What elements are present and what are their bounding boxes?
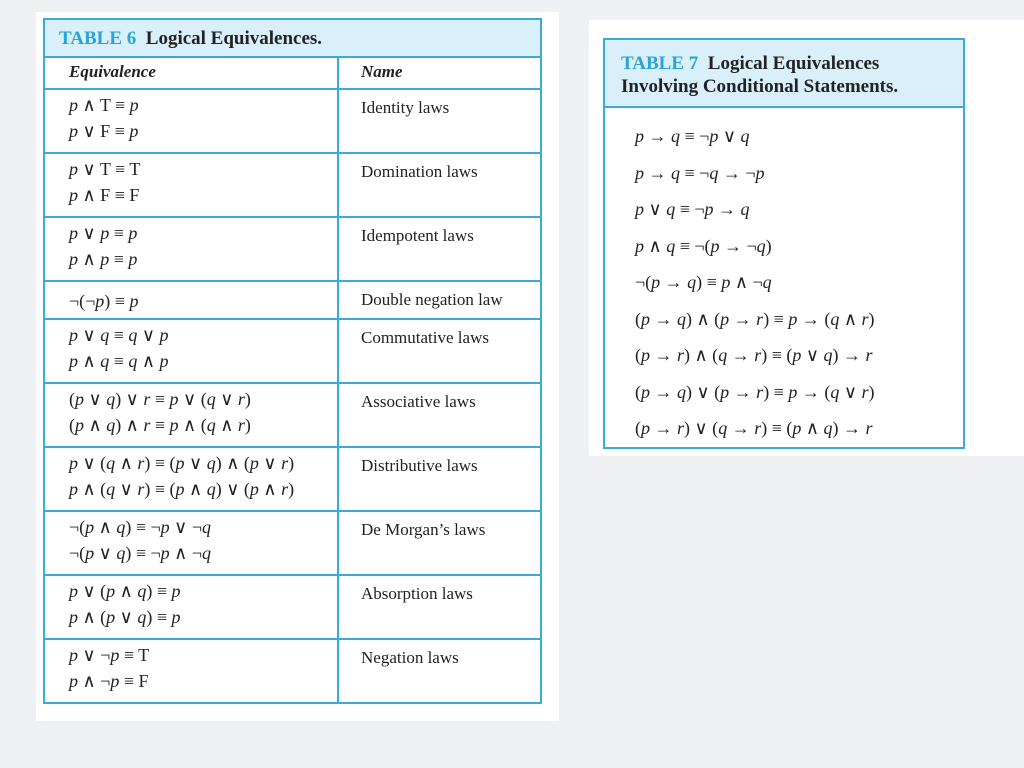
- equivalence-cell: [44, 319, 338, 383]
- equivalence-formula: p ∨ ¬p ≡ T: [69, 645, 150, 665]
- law-name-cell: Idempotent laws: [338, 217, 541, 281]
- equivalence-formula: p ∧ q ≡ q ∧ p: [69, 351, 169, 371]
- table-7-equivalence-list: [604, 107, 964, 448]
- equivalence-cell: [44, 217, 338, 281]
- conditional-equivalence: (p → q) ∨ (p → r) ≡ p → (q ∨ r): [635, 381, 875, 402]
- equivalence-formula: p ∨ (p ∧ q) ≡ p: [69, 581, 181, 601]
- conditional-equivalence: p → q ≡ ¬p ∨ q: [635, 126, 750, 146]
- law-name-cell: Double negation law: [338, 281, 541, 319]
- equivalence-formula: p ∧ T ≡ p: [69, 95, 139, 115]
- law-name-cell: Commutative laws: [338, 319, 541, 383]
- equivalence-formula: ¬(¬p) ≡ p: [69, 291, 139, 311]
- law-name-cell: Identity laws: [338, 89, 541, 153]
- table-6-caption: [44, 19, 541, 57]
- table-7-number: TABLE 7: [621, 53, 699, 74]
- table-7-page: [589, 20, 1024, 456]
- equivalence-formula: p ∨ p ≡ p: [69, 223, 138, 243]
- table-row: [44, 447, 541, 511]
- table-row: [44, 575, 541, 639]
- equivalence-formula: ¬(p ∨ q) ≡ ¬p ∧ ¬q: [69, 543, 211, 563]
- table-row: [44, 639, 541, 703]
- table-6: [43, 18, 542, 704]
- table-6-number: TABLE 6: [59, 28, 137, 49]
- table-7-title-line-2: Involving Conditional Statements.: [621, 76, 899, 97]
- law-name-cell: Associative laws: [338, 383, 541, 447]
- table-row: [44, 281, 541, 319]
- law-name-cell: Negation laws: [338, 639, 541, 703]
- table-row: [44, 383, 541, 447]
- conditional-equivalence: (p → q) ∧ (p → r) ≡ p → (q ∧ r): [635, 308, 875, 329]
- law-name-cell: Domination laws: [338, 153, 541, 217]
- equivalence-cell: [44, 281, 338, 319]
- equivalence-cell: [44, 447, 338, 511]
- equivalence-formula: p ∧ (p ∨ q) ≡ p: [69, 607, 181, 627]
- equivalence-formula: p ∧ (q ∨ r) ≡ (p ∧ q) ∨ (p ∧ r): [69, 479, 295, 499]
- table-6-header-row: [44, 57, 541, 89]
- equivalence-formula: p ∨ F ≡ p: [69, 121, 139, 141]
- table-7-caption: [604, 39, 964, 107]
- equivalence-formula: p ∧ ¬p ≡ F: [69, 671, 149, 691]
- equivalence-cell: [44, 383, 338, 447]
- equivalence-cell: [44, 511, 338, 575]
- equivalence-formula: p ∧ p ≡ p: [69, 249, 138, 269]
- equivalence-formula: p ∧ F ≡ F: [69, 185, 140, 205]
- equivalence-cell: [44, 153, 338, 217]
- equivalence-formula: p ∨ (q ∧ r) ≡ (p ∨ q) ∧ (p ∨ r): [69, 453, 295, 473]
- equivalence-formula: (p ∧ q) ∧ r ≡ p ∧ (q ∧ r): [69, 415, 251, 435]
- column-header-name: Name: [338, 57, 541, 89]
- table-row: [44, 319, 541, 383]
- conditional-equivalence: (p → r) ∨ (q → r) ≡ (p ∧ q) → r: [635, 418, 873, 438]
- law-name-cell: Absorption laws: [338, 575, 541, 639]
- conditional-equivalence: p ∧ q ≡ ¬(p → ¬q): [635, 235, 772, 256]
- equivalence-formula: p ∨ q ≡ q ∨ p: [69, 325, 169, 345]
- equivalence-cell: [44, 639, 338, 703]
- equivalence-cell: [44, 89, 338, 153]
- table-6-page: [36, 12, 559, 721]
- conditional-equivalence: p ∨ q ≡ ¬p → q: [635, 199, 750, 219]
- conditional-equivalence: (p → r) ∧ (q → r) ≡ (p ∨ q) → r: [635, 345, 873, 365]
- table-7-title-line-1: Logical Equivalences: [707, 53, 880, 74]
- table-6-body: [44, 89, 541, 703]
- conditional-equivalence: p → q ≡ ¬q → ¬p: [635, 162, 765, 183]
- table-row: [44, 89, 541, 153]
- law-name-cell: De Morgan’s laws: [338, 511, 541, 575]
- law-name-cell: Distributive laws: [338, 447, 541, 511]
- table-row: [44, 153, 541, 217]
- equivalence-formula: p ∨ T ≡ T: [69, 159, 141, 179]
- table-row: [44, 217, 541, 281]
- equivalence-formula: (p ∨ q) ∨ r ≡ p ∨ (q ∨ r): [69, 389, 251, 409]
- table-7: [603, 38, 965, 449]
- table-6-title: Logical Equivalences.: [145, 28, 323, 49]
- conditional-equivalence: ¬(p → q) ≡ p ∧ ¬q: [635, 272, 772, 292]
- table-row: [44, 511, 541, 575]
- column-header-equivalence: Equivalence: [44, 57, 338, 89]
- equivalence-formula: ¬(p ∧ q) ≡ ¬p ∨ ¬q: [69, 517, 211, 537]
- equivalence-cell: [44, 575, 338, 639]
